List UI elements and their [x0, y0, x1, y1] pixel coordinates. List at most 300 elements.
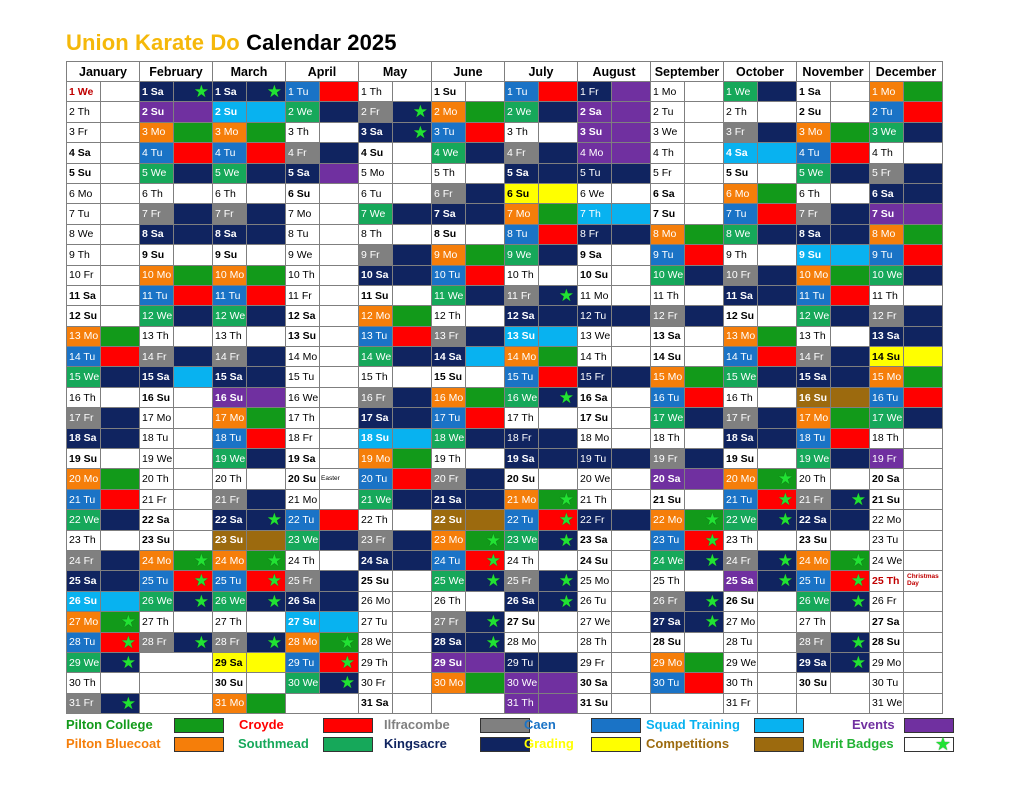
day-label-text: 31 Th — [507, 697, 534, 710]
day-label — [140, 306, 174, 326]
day-swatch — [831, 632, 870, 652]
day-label-text: 30 Th — [726, 677, 753, 690]
day-row — [67, 163, 943, 183]
day-label-text: 1 Su — [434, 85, 457, 98]
day-label — [286, 387, 320, 407]
day-label — [67, 652, 101, 672]
day-swatch — [612, 612, 651, 632]
day-label — [870, 183, 904, 203]
day-label-text: 17 Th — [288, 411, 315, 424]
day-swatch — [612, 489, 651, 509]
legend-swatch — [480, 718, 530, 733]
day-label — [797, 673, 831, 693]
day-swatch — [612, 143, 651, 163]
day-swatch — [904, 163, 943, 183]
day-label-text: 1 Sa — [215, 85, 237, 98]
day-label-text: 24 Mo — [799, 554, 829, 567]
day-label-text: 4 Sa — [726, 146, 748, 159]
day-label — [505, 82, 539, 102]
day-label-text: 12 We — [799, 309, 830, 322]
day-swatch — [174, 408, 213, 428]
day-label-text: 5 Su — [69, 167, 92, 180]
day-swatch — [320, 102, 359, 122]
day-label-text: 10 Mo — [142, 269, 172, 282]
day-swatch — [174, 469, 213, 489]
day-label — [724, 693, 758, 713]
day-label-text: 21 We — [361, 493, 392, 506]
day-label — [359, 245, 393, 265]
day-swatch — [539, 550, 578, 570]
legend-swatch — [904, 734, 954, 754]
day-label-text: 30 We — [288, 677, 319, 690]
day-swatch — [904, 591, 943, 611]
day-swatch — [393, 82, 432, 102]
day-swatch — [466, 183, 505, 203]
day-swatch — [904, 489, 943, 509]
day-label — [359, 408, 393, 428]
day-swatch — [101, 612, 140, 632]
day-label-text: 7 Fr — [142, 208, 161, 221]
day-label — [213, 82, 247, 102]
star-icon: ★ — [777, 469, 793, 489]
day-label — [797, 224, 831, 244]
month-header-july: July — [505, 62, 578, 82]
day-label — [578, 163, 612, 183]
day-swatch — [393, 102, 432, 122]
day-label-text: 29 We — [726, 656, 757, 669]
day-swatch — [393, 143, 432, 163]
day-label — [578, 612, 612, 632]
day-swatch — [466, 530, 505, 550]
day-swatch — [831, 143, 870, 163]
day-label-text: 10 Tu — [434, 269, 461, 282]
day-label — [67, 428, 101, 448]
day-label — [432, 143, 466, 163]
day-label-text: 30 Mo — [434, 677, 464, 690]
day-label — [651, 163, 685, 183]
day-swatch — [466, 408, 505, 428]
day-label — [578, 530, 612, 550]
star-icon: ★ — [412, 122, 428, 142]
day-swatch — [685, 245, 724, 265]
day-label-text: 10 We — [872, 269, 903, 282]
day-label — [286, 449, 320, 469]
day-label — [724, 571, 758, 591]
day-swatch — [101, 428, 140, 448]
day-swatch — [685, 571, 724, 591]
day-label — [724, 612, 758, 632]
day-swatch — [904, 408, 943, 428]
day-swatch — [904, 326, 943, 346]
day-label-text: 28 Fr — [799, 636, 824, 649]
day-swatch — [174, 306, 213, 326]
day-label-text: 1 Th — [361, 85, 382, 98]
day-label — [724, 306, 758, 326]
day-label-text: 3 We — [872, 126, 897, 139]
legend-label: Pilton College — [66, 717, 153, 732]
day-label — [213, 530, 247, 550]
day-swatch — [101, 326, 140, 346]
day-swatch — [758, 550, 797, 570]
day-label — [724, 449, 758, 469]
day-label-text: 12 We — [142, 309, 173, 322]
day-row — [67, 387, 943, 407]
day-label — [651, 285, 685, 305]
day-label-text: 8 Fr — [580, 228, 599, 241]
day-label-text: 30 Tu — [653, 677, 680, 690]
day-label-text: 31 Su — [580, 697, 609, 710]
day-swatch — [758, 183, 797, 203]
star-icon: ★ — [850, 489, 866, 509]
day-swatch — [904, 530, 943, 550]
day-swatch — [466, 673, 505, 693]
day-swatch — [320, 306, 359, 326]
day-label-text: 21 Tu — [69, 493, 96, 506]
day-label-text: 16 Tu — [653, 391, 680, 404]
day-label — [213, 367, 247, 387]
day-label — [797, 285, 831, 305]
day-swatch — [904, 183, 943, 203]
day-label — [67, 347, 101, 367]
day-label-text: 15 Mo — [653, 371, 683, 384]
day-label-text: 10 We — [653, 269, 684, 282]
day-label-text: 26 We — [215, 595, 246, 608]
day-swatch — [101, 591, 140, 611]
day-label-text: 18 Sa — [726, 432, 754, 445]
star-icon: ★ — [193, 550, 209, 570]
day-label-text: 4 Th — [872, 146, 893, 159]
day-swatch — [174, 530, 213, 550]
day-label — [67, 163, 101, 183]
day-label — [432, 306, 466, 326]
day-swatch — [612, 285, 651, 305]
day-label-text: 13 Th — [142, 330, 169, 343]
day-label — [724, 367, 758, 387]
day-label — [797, 449, 831, 469]
day-label — [651, 591, 685, 611]
day-label-text: 13 Mo — [69, 330, 99, 343]
day-swatch — [393, 245, 432, 265]
legend-swatch — [323, 737, 373, 752]
day-label-text: 29 Sa — [799, 656, 827, 669]
day-label — [578, 224, 612, 244]
day-label-text: 13 Su — [507, 330, 536, 343]
star-icon: ★ — [120, 612, 136, 632]
day-swatch — [612, 449, 651, 469]
day-label — [870, 122, 904, 142]
day-label-text: 26 We — [799, 595, 830, 608]
day-label-text: 29 Sa — [215, 656, 243, 669]
day-label-text: 26 Su — [69, 595, 98, 608]
day-label-text: 14 Mo — [288, 350, 318, 363]
star-icon: ★ — [485, 632, 501, 652]
day-label — [286, 408, 320, 428]
day-swatch — [904, 122, 943, 142]
day-label-text: 30 Sa — [580, 677, 608, 690]
legend-label: Merit Badges — [812, 736, 894, 751]
day-label-text: 13 Tu — [361, 330, 388, 343]
day-label — [67, 82, 101, 102]
day-label-text: 3 We — [653, 126, 678, 139]
day-swatch — [539, 632, 578, 652]
day-swatch — [247, 347, 286, 367]
day-label-text: 24 Tu — [434, 554, 461, 567]
star-icon: ★ — [558, 530, 574, 550]
day-label-text: 10 Th — [507, 269, 534, 282]
day-label — [797, 408, 831, 428]
day-label-text: 6 Sa — [872, 187, 894, 200]
day-swatch — [612, 693, 651, 713]
day-swatch — [174, 143, 213, 163]
day-swatch — [685, 530, 724, 550]
day-label-text: 13 Su — [288, 330, 317, 343]
day-swatch — [466, 82, 505, 102]
day-label-text: 27 Su — [507, 615, 536, 628]
legend-swatch — [754, 718, 804, 733]
day-label — [286, 143, 320, 163]
day-swatch — [904, 571, 943, 591]
day-label-text: 4 Su — [361, 146, 384, 159]
legend-swatch — [591, 718, 641, 733]
day-label-text: 1 Tu — [507, 85, 528, 98]
day-label — [432, 122, 466, 142]
day-label-text: 6 Sa — [653, 187, 675, 200]
day-swatch — [320, 347, 359, 367]
day-swatch — [101, 183, 140, 203]
day-label-text: 27 Su — [288, 615, 317, 628]
day-label-text: 15 Fr — [580, 371, 605, 384]
day-swatch — [320, 489, 359, 509]
day-label-text: 25 Th — [653, 575, 680, 588]
day-label-text: 17 Mo — [215, 411, 245, 424]
day-label — [651, 204, 685, 224]
day-label — [724, 530, 758, 550]
day-label — [870, 245, 904, 265]
day-label-text: 14 Tu — [726, 350, 753, 363]
day-swatch — [393, 591, 432, 611]
day-label — [651, 632, 685, 652]
day-label-text: 27 Sa — [653, 615, 681, 628]
day-label-text: 21 Su — [653, 493, 682, 506]
day-label-text: 25 Tu — [142, 575, 169, 588]
day-swatch — [685, 306, 724, 326]
day-label-text: 11 Tu — [799, 289, 825, 302]
day-swatch — [320, 632, 359, 652]
day-swatch — [174, 102, 213, 122]
day-label — [359, 163, 393, 183]
star-icon: ★ — [339, 673, 355, 693]
day-label — [578, 469, 612, 489]
day-label — [286, 82, 320, 102]
day-swatch — [831, 122, 870, 142]
day-label-text: 7 Tu — [726, 208, 747, 221]
day-swatch — [393, 285, 432, 305]
day-label — [359, 489, 393, 509]
day-label — [724, 245, 758, 265]
day-label — [432, 347, 466, 367]
day-label-text: 27 Mo — [69, 615, 99, 628]
day-label — [213, 306, 247, 326]
day-swatch — [758, 632, 797, 652]
day-label-text: 2 Su — [799, 106, 822, 119]
empty-cell — [140, 673, 213, 693]
day-label-text: 18 Tu — [799, 432, 826, 445]
day-label — [67, 510, 101, 530]
day-label — [140, 347, 174, 367]
day-swatch — [174, 367, 213, 387]
star-icon: ★ — [266, 550, 282, 570]
day-label — [505, 510, 539, 530]
day-swatch — [758, 652, 797, 672]
star-icon: ★ — [704, 530, 720, 550]
day-label — [724, 652, 758, 672]
day-label — [67, 183, 101, 203]
day-label-text: 10 Fr — [726, 269, 751, 282]
day-label — [140, 122, 174, 142]
day-label — [140, 143, 174, 163]
day-label-text: 24 We — [653, 554, 684, 567]
day-label-text: 4 Th — [653, 146, 674, 159]
day-swatch — [247, 102, 286, 122]
star-icon: ★ — [120, 693, 136, 713]
day-swatch — [831, 673, 870, 693]
day-label-text: 10 Th — [288, 269, 315, 282]
day-swatch — [101, 204, 140, 224]
day-label-text: 24 Mo — [142, 554, 172, 567]
day-label-text: 20 Tu — [361, 473, 388, 486]
day-swatch — [612, 673, 651, 693]
day-row — [67, 652, 943, 672]
day-label — [140, 510, 174, 530]
day-label — [67, 550, 101, 570]
calendar-table — [66, 61, 943, 714]
day-label — [432, 652, 466, 672]
day-swatch — [758, 245, 797, 265]
day-label-text: 11 Mo — [580, 289, 609, 302]
day-label — [797, 469, 831, 489]
day-swatch — [101, 82, 140, 102]
day-label-text: 25 Fr — [507, 575, 532, 588]
day-swatch — [612, 245, 651, 265]
day-swatch — [539, 82, 578, 102]
day-label — [286, 183, 320, 203]
day-label — [724, 122, 758, 142]
day-label — [797, 652, 831, 672]
day-swatch — [393, 612, 432, 632]
holiday-note: Christmas Day — [907, 573, 939, 588]
day-label — [67, 387, 101, 407]
day-label — [359, 367, 393, 387]
day-label — [359, 102, 393, 122]
day-label — [797, 612, 831, 632]
day-label-text: 26 Fr — [872, 595, 897, 608]
day-label-text: 22 Sa — [799, 513, 827, 526]
day-swatch — [539, 489, 578, 509]
day-label-text: 24 We — [872, 554, 903, 567]
day-label — [651, 245, 685, 265]
month-header-row — [67, 62, 943, 82]
day-label-text: 7 Tu — [69, 208, 90, 221]
day-label — [578, 652, 612, 672]
day-row — [67, 306, 943, 326]
day-swatch — [612, 347, 651, 367]
day-swatch — [101, 673, 140, 693]
day-swatch — [685, 204, 724, 224]
day-swatch — [393, 673, 432, 693]
day-label — [213, 102, 247, 122]
day-label — [797, 326, 831, 346]
day-swatch — [612, 591, 651, 611]
day-label — [432, 245, 466, 265]
day-label-text: 22 Th — [361, 513, 388, 526]
day-label — [797, 347, 831, 367]
day-label — [213, 652, 247, 672]
day-label — [505, 673, 539, 693]
day-label-text: 3 Sa — [361, 126, 383, 139]
day-label — [505, 102, 539, 122]
day-swatch — [247, 122, 286, 142]
day-swatch — [685, 122, 724, 142]
day-label — [797, 204, 831, 224]
legend-swatch — [480, 737, 530, 752]
day-label-text: 6 We — [580, 187, 605, 200]
day-label-text: 16 Sa — [580, 391, 608, 404]
day-label-text: 30 Fr — [361, 677, 386, 690]
star-icon: ★ — [777, 550, 793, 570]
day-label — [724, 82, 758, 102]
day-label — [140, 183, 174, 203]
holiday-note: Easter — [321, 475, 340, 483]
day-label — [651, 265, 685, 285]
day-label — [359, 265, 393, 285]
day-swatch — [174, 204, 213, 224]
day-label — [505, 347, 539, 367]
day-swatch — [320, 449, 359, 469]
legend-label: Events — [852, 717, 895, 732]
day-swatch — [685, 163, 724, 183]
day-label — [286, 652, 320, 672]
day-label-text: 4 Tu — [799, 146, 820, 159]
day-swatch — [904, 632, 943, 652]
day-swatch — [393, 122, 432, 142]
day-swatch — [247, 204, 286, 224]
day-swatch — [539, 122, 578, 142]
day-label — [505, 469, 539, 489]
day-label-text: 8 We — [726, 228, 751, 241]
day-swatch — [247, 285, 286, 305]
day-label-text: 21 Sa — [434, 493, 462, 506]
day-swatch — [612, 632, 651, 652]
day-label-text: 21 Fr — [142, 493, 167, 506]
day-label-text: 14 Sa — [434, 350, 462, 363]
day-label — [651, 550, 685, 570]
day-swatch — [831, 449, 870, 469]
day-label-text: 10 Su — [580, 269, 609, 282]
day-label-text: 26 We — [142, 595, 173, 608]
day-label — [140, 469, 174, 489]
day-label — [505, 367, 539, 387]
day-label — [505, 489, 539, 509]
day-label-text: 29 Su — [434, 656, 463, 669]
day-label-text: 13 We — [580, 330, 611, 343]
day-swatch — [320, 408, 359, 428]
day-row — [67, 143, 943, 163]
day-swatch — [320, 224, 359, 244]
day-label — [797, 632, 831, 652]
day-label — [724, 632, 758, 652]
day-swatch — [101, 306, 140, 326]
day-swatch — [174, 347, 213, 367]
